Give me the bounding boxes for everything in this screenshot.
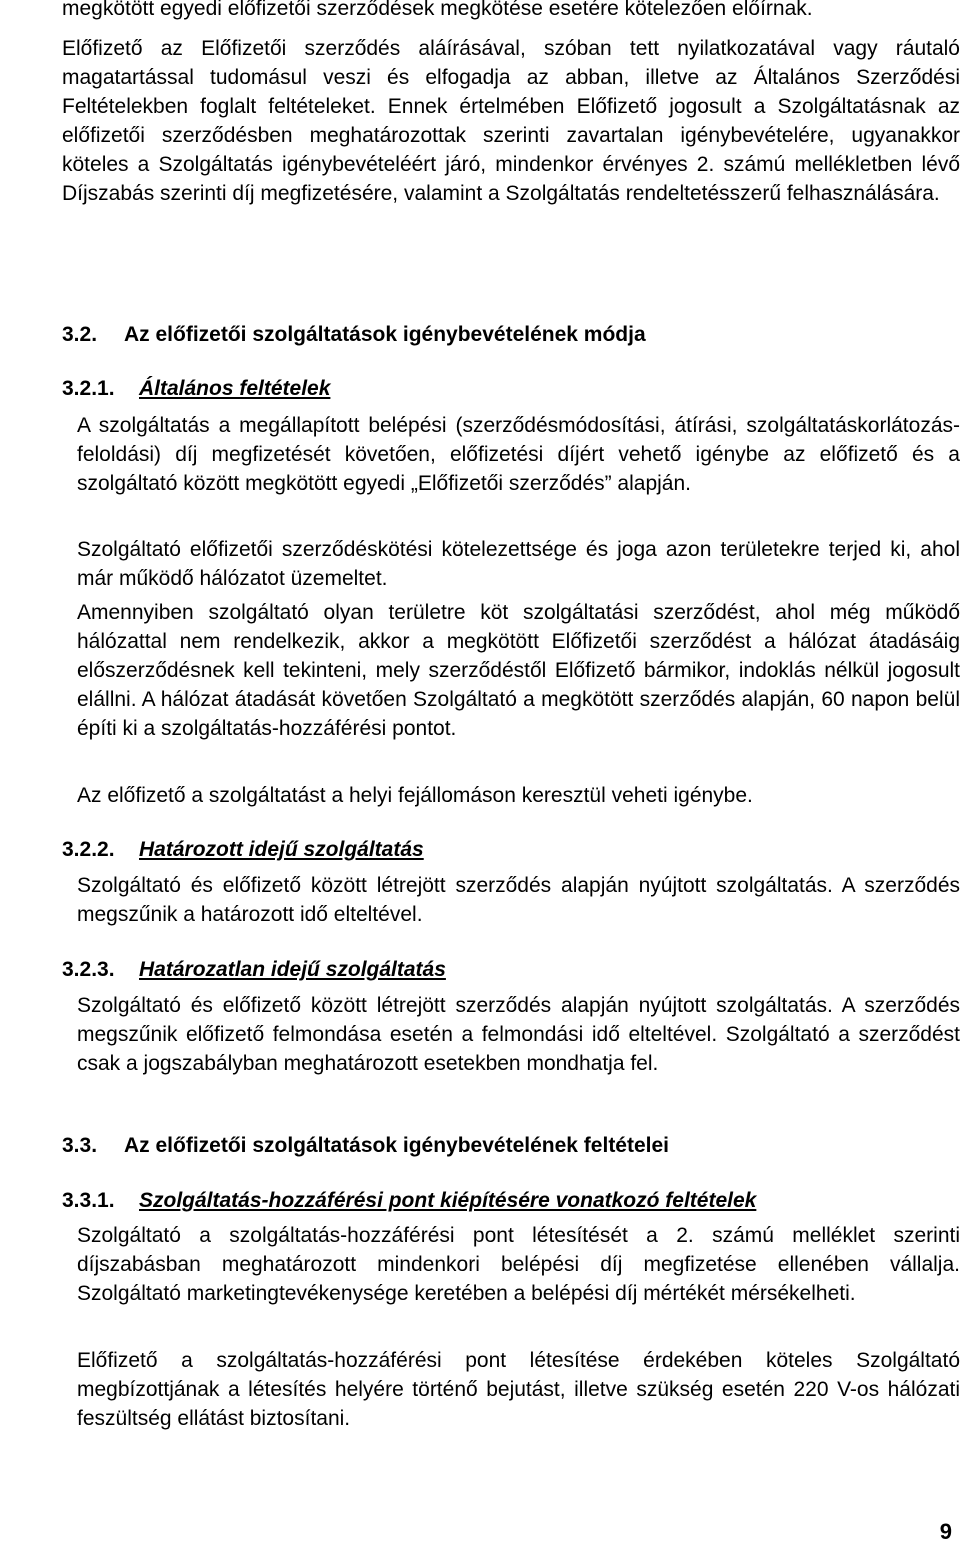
subsection-title: Általános feltételek [139,377,331,400]
subsection-heading-3-2-3 [62,955,446,984]
subsection-number: 3.2.1. [62,377,115,400]
subsection-title: Szolgáltatás-hozzáférési pont kiépítésére vonatkozó feltételek [139,1189,757,1212]
subsection-heading-3-2-2 [62,835,424,864]
section-title: Az előfizetői szolgáltatások igénybevételének feltételei [124,1134,670,1157]
subsection-number: 3.2.2. [62,838,115,861]
subsection-title: Határozott idejű szolgáltatás [139,838,424,861]
paragraph-general-conditions: A szolgáltatás a megállapított belépési (szerződésmódosítási, átírási, szolgáltatáskorlátozás-feloldási) díj megfizetését követően, előfizetési díjért vehető igénybe az előfizető és a szolgáltató között megkötött egyedi „Előfizetői szerződés” alapján. [77,414,960,495]
paragraph-subscriber-acceptance: Előfizető az Előfizetői szerződés aláírásával, szóban tett nyilatkozatával vagy ráutaló magatartással tudomásul veszi és elfogadja az abban, illetve az Általános Szerződési Feltételekben foglalt feltételeket. Ennek értelmében Előfizető jogosult a Szolgáltatásnak az előfizetői szerződésben meghatározottak szerinti zavartalan igénybevételére, ugyanakkor köteles a Szolgáltatás igénybevételéért járó, mindenkor érvényes 2. számú mellékletben lévő Díjszabás szerinti díj megfizetésére, valamint a Szolgáltatás rendeltetésszerű felhasználására. [62,37,960,205]
section-number: 3.2. [62,323,98,346]
section-heading-3-3 [62,1131,669,1160]
paragraph-access-point-installation: Szolgáltató a szolgáltatás-hozzáférési pont létesítését a 2. számú melléklet szerinti díjszabásban meghatározott mindenkori belépési díj megfizetése ellenében vállalja. Szolgáltató marketingtevékenysége keretében a belépési díj mértékét mérsékelheti. [77,1224,960,1305]
paragraph-subscriber-access-duty: Előfizető a szolgáltatás-hozzáférési pont létesítése érdekében köteles Szolgáltató megbízottjának a létesítés helyére történő bejutást, illetve szükség esetén 220 V-os hálózati feszültség ellátást biztosítani. [77,1349,960,1430]
subsection-title: Határozatlan idejű szolgáltatás [139,958,446,981]
paragraph-fixed-term: Szolgáltató és előfizető között létrejött szerződés alapján nyújtott szolgáltatás. A szerződés megszűnik a határozott idő elteltével. [77,874,960,926]
subsection-number: 3.3.1. [62,1189,115,1212]
subsection-number: 3.2.3. [62,958,115,981]
section-number: 3.3. [62,1134,98,1157]
section-title: Az előfizetői szolgáltatások igénybevételének módja [124,323,646,346]
section-heading-3-2 [62,320,646,349]
paragraph-intro-continuation: megkötött egyedi előfizetői szerződések megkötése esetére kötelezően előírnak. [62,0,813,20]
paragraph-presubscription: Amennyiben szolgáltató olyan területre köt szolgáltatási szerződést, ahol még működő hálózattal nem rendelkezik, akkor a megkötött Előfizetői szerződést a hálózat átadásáig előszerződésnek kell tekinteni, mely szerződéstől Előfizető bármikor, indoklás nélkül jogosult elállni. A hálózat átadását követően Szolgáltató a megkötött szerződés alapján, 60 napon belül építi ki a szolgáltatás-hozzáférési pontot. [77,601,960,740]
subsection-heading-3-2-1 [62,374,330,403]
paragraph-indefinite-term: Szolgáltató és előfizető között létrejött szerződés alapján nyújtott szolgáltatás. A szerződés megszűnik előfizető felmondása esetén a felmondási idő elteltével. Szolgáltató a szerződést csak a jogszabályban meghatározott esetekben mondhatja fel. [77,994,960,1075]
paragraph-contract-obligation: Szolgáltató előfizetői szerződéskötési kötelezettsége és joga azon területekre terjed ki, ahol már működő hálózatot üzemeltet. [77,538,960,590]
page-number: 9 [939,1519,952,1544]
paragraph-headend-usage: Az előfizető a szolgáltatást a helyi fejállomáson keresztül veheti igénybe. [77,784,753,807]
subsection-heading-3-3-1 [62,1186,756,1215]
